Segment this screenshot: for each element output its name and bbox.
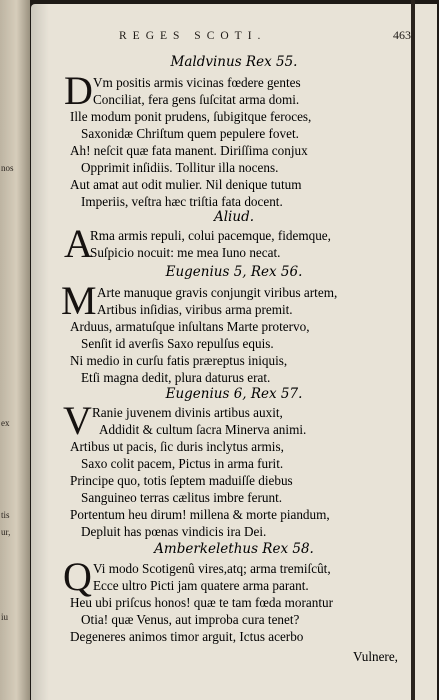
- verse-line: Senſit id averſis Saxo repulſus equis.: [81, 336, 274, 351]
- facing-page-fragment: ur,: [1, 527, 11, 537]
- verse-line: Saxo colit pacem, Pictus in arma furit.: [81, 456, 284, 471]
- verse-line: Addidit & cultum ſacra Minerva animi.: [99, 422, 307, 437]
- verse-line: Ranie juvenem divinis artibus auxit,: [92, 405, 283, 420]
- drop-cap: V: [63, 398, 92, 443]
- verse-line: Vm positis armis vicinas fœdere gentes: [93, 75, 301, 90]
- verse-line: Portentum heu dirum! millena & morte piandum,: [70, 507, 330, 522]
- facing-page-fragment: iu: [1, 612, 9, 622]
- page-number: 463: [393, 28, 411, 42]
- verse-line: Heu ubi priſcus honos! quæ te tam fœda morantur: [70, 595, 333, 610]
- verse-line: Artibus inſidias, viribus arma premit.: [97, 302, 293, 317]
- section-heading: Maldvinus Rex 55.: [170, 54, 298, 70]
- verse-line: Aut amat aut odit mulier. Nil denique tutum: [70, 177, 302, 192]
- verse-line: Imperiis, veſtra hæc triſtia fata docent.: [81, 194, 283, 209]
- drop-cap: D: [64, 68, 93, 113]
- verse-line: Arte manuque gravis conjungit viribus artem,: [97, 285, 338, 300]
- verse-line: Depluit has pœnas vindicis ira Dei.: [81, 524, 267, 539]
- verse-line: Ecce ultro Picti jam quatere arma parant.: [93, 578, 309, 593]
- section-heading: Aliud.: [213, 209, 254, 225]
- catchword: Vulnere,: [353, 649, 398, 664]
- page-edge-shadow: [411, 0, 415, 700]
- verse-line: Degeneres animos timor arguit, Ictus acerbo: [70, 629, 304, 644]
- verse-line: Principe quo, totis ſeptem maduiſſe diebus: [70, 473, 293, 488]
- running-head: REGES SCOTI.: [119, 30, 267, 42]
- verse-line: Sanguineo terras cælitus imbre ferunt.: [81, 490, 283, 505]
- facing-page-fragment: ex: [1, 418, 10, 428]
- book-page: [31, 4, 437, 700]
- section-heading: Eugenius 6, Rex 57.: [165, 386, 303, 402]
- verse-line: Otia! quæ Venus, aut improba cura tenet?: [81, 612, 300, 627]
- verse-line: Etſi magna dedit, plura daturus erat.: [81, 370, 271, 385]
- verse-line: Ille modum ponit prudens, ſubigitque feroces,: [70, 109, 312, 124]
- drop-cap: A: [64, 221, 93, 266]
- verse-line: Arduus, armatuſque inſultans Marte protervo,: [70, 319, 310, 334]
- verse-line: Opprimit inſidiis. Tollitur illa nocens.: [81, 160, 279, 175]
- drop-cap: Q: [63, 554, 92, 599]
- verse-line: Saxonidæ Chriſtum quem pepulere fovet.: [81, 126, 299, 141]
- section-heading: Amberkelethus Rex 58.: [154, 541, 314, 557]
- facing-page-fragment: tis: [1, 510, 10, 520]
- verse-line: Ah! neſcit quæ fata manent. Diriſſima conjux: [70, 143, 308, 158]
- verse-line: Suſpicio nocuit: me mea Iuno necat.: [90, 245, 281, 260]
- facing-page-edge: [0, 0, 30, 700]
- verse-line: Rma armis repuli, colui pacemque, fidemque,: [90, 228, 331, 243]
- verse-line: Ni medio in curſu fatis præreptus iniquis,: [70, 353, 288, 368]
- drop-cap: M: [61, 278, 97, 323]
- section-heading: Eugenius 5, Rex 56.: [165, 264, 303, 280]
- facing-page-fragment: nos: [1, 163, 14, 173]
- verse-line: Artibus ut pacis, ſic duris inclytus armis,: [70, 439, 284, 454]
- verse-line: Conciliat, fera gens ſuſcitat arma domi.: [93, 92, 300, 107]
- verse-line: Vi modo Scotigenû vires,atq; arma tremiſcût,: [93, 561, 331, 576]
